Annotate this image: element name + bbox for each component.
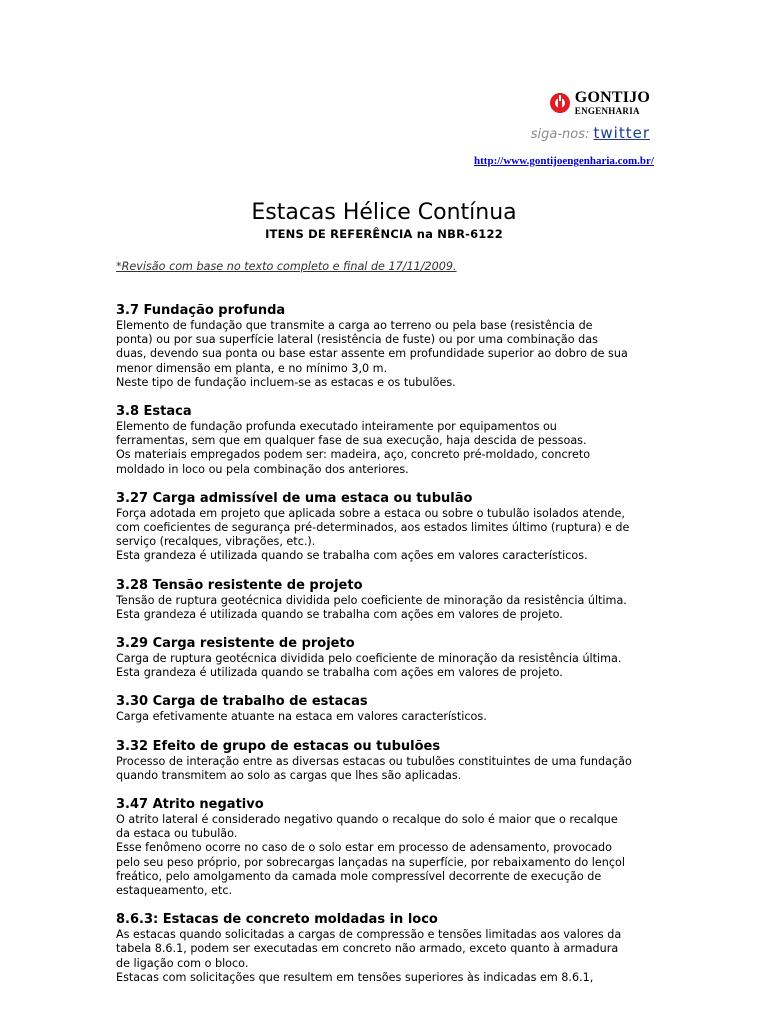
section-text-line: tabela 8.6.1, podem ser executadas em concreto não armado, exceto quanto à armadura — [116, 942, 619, 956]
section-heading: 3.8 Estaca — [116, 404, 192, 420]
section-text-line: Neste tipo de fundação incluem-se as estacas e os tubulões. — [116, 375, 456, 389]
section-text-line: Esse fenômeno ocorre no caso de o solo estar em processo de adensamento, provocado — [116, 841, 613, 855]
section — [116, 694, 656, 724]
follow-us — [350, 124, 650, 142]
section-text-line: moldado in loco ou pela combinação dos anteriores. — [116, 462, 409, 476]
section-text-line: Esta grandeza é utilizada quando se trabalha com ações em valores característicos. — [116, 549, 588, 563]
section-text-line: Carga efetivamente atuante na estaca em valores característicos. — [116, 710, 487, 724]
section-text-line: Processo de interação entre as diversas estacas ou tubulões constituintes de uma fundação — [116, 754, 632, 768]
gontijo-logo-icon — [549, 92, 571, 114]
section — [116, 404, 656, 477]
section — [116, 578, 656, 622]
section — [116, 636, 656, 680]
section-text-line: Elemento de fundação que transmite a carga ao terreno ou pela base (resistência de — [116, 319, 593, 332]
section-text-line: O atrito lateral é considerado negativo quando o recalque do solo é maior que o recalque — [116, 813, 618, 827]
section — [116, 303, 656, 390]
section-text-line: ferramentas, sem que em qualquer fase de sua execução, haja descida de pessoas. — [116, 434, 587, 448]
section-heading: 3.32 Efeito de grupo de estacas ou tubulões — [116, 738, 441, 754]
logo-subtitle: ENGENHARIA — [574, 106, 640, 116]
section — [116, 797, 656, 898]
section-text-line: ponta) ou por sua superfície lateral (resistência de fuste) ou por uma combinação das — [116, 333, 598, 347]
section — [116, 912, 656, 985]
section-text-line: Tensão de ruptura geotécnica dividida pelo coeficiente de minoração da resistência última. — [116, 593, 627, 607]
website-link[interactable]: http://www.gontijoengenharia.com.br/ — [474, 155, 654, 167]
twitter-link[interactable]: twitter — [593, 124, 650, 142]
follow-prefix: siga-nos: — [530, 127, 590, 142]
company-logo[interactable] — [350, 90, 650, 116]
section-heading: 3.30 Carga de trabalho de estacas — [116, 694, 368, 710]
logo-name: GONTIJO — [574, 89, 650, 106]
section-heading: 3.28 Tensão resistente de projeto — [116, 577, 363, 593]
section-heading: 3.29 Carga resistente de projeto — [116, 636, 355, 652]
section-text-line: As estacas quando solicitadas a cargas de compressão e tensões limitadas aos valores da — [116, 928, 622, 942]
section-text-line: Esta grandeza é utilizada quando se trabalha com ações em valores de projeto. — [116, 666, 563, 680]
section-text-line: de ligação com o bloco. — [116, 956, 249, 970]
section-text-line: Esta grandeza é utilizada quando se trabalha com ações em valores de projeto. — [116, 607, 563, 621]
section-text-line: com coeficientes de segurança pré-determinados, aos estados limites último (ruptura) e de — [116, 521, 630, 535]
section-text-line: Estacas com solicitações que resultem em tensões superiores às indicadas em 8.6.1, — [116, 970, 594, 984]
section-text-line: quando transmitem ao solo as cargas que lhes são aplicadas. — [116, 768, 462, 782]
section-text-line: Força adotada em projeto que aplicada sobre a estaca ou sobre o tubulão isolados atende, — [116, 506, 625, 520]
document-title: Estacas Hélice Contínua — [251, 200, 517, 225]
section-text-line: duas, devendo sua ponta ou base estar assente em profundidade superior ao dobro de sua — [116, 347, 628, 361]
revision-note: *Revisão com base no texto completo e final de 17/11/2009. — [116, 260, 457, 273]
section-text-line: Carga de ruptura geotécnica dividida pelo coeficiente de minoração da resistência última. — [116, 652, 622, 666]
section-text-line: Os materiais empregados podem ser: madeira, aço, concreto pré-moldado, concreto — [116, 448, 591, 462]
document-body — [116, 303, 656, 999]
section-heading: 3.47 Atrito negativo — [116, 797, 264, 813]
section-text-line: pelo seu peso próprio, por sobrecargas lançadas na superfície, por rebaixamento do lençol — [116, 855, 625, 869]
section-text-line: estaqueamento, etc. — [116, 884, 233, 898]
page-header — [350, 90, 650, 142]
section-text-line: serviço (recalques, vibrações, etc.). — [116, 535, 316, 549]
section-heading: 8.6.3: Estacas de concreto moldadas in loco — [116, 912, 438, 928]
section — [116, 491, 656, 564]
title-block — [0, 200, 768, 241]
section — [116, 739, 656, 783]
section-heading: 3.7 Fundação profunda — [116, 303, 286, 318]
document-subtitle: ITENS DE REFERÊNCIA na NBR-6122 — [265, 227, 503, 241]
section-text-line: freático, pelo amolgamento da camada mole compressível decorrente de execução de — [116, 869, 602, 883]
section-text-line: menor dimensão em planta, e no mínimo 3,0 m. — [116, 361, 388, 375]
section-heading: 3.27 Carga admissível de uma estaca ou tubulão — [116, 490, 473, 506]
section-text-line: da estaca ou tubulão. — [116, 827, 238, 841]
section-text-line: Elemento de fundação profunda executado inteiramente por equipamentos ou — [116, 420, 557, 434]
